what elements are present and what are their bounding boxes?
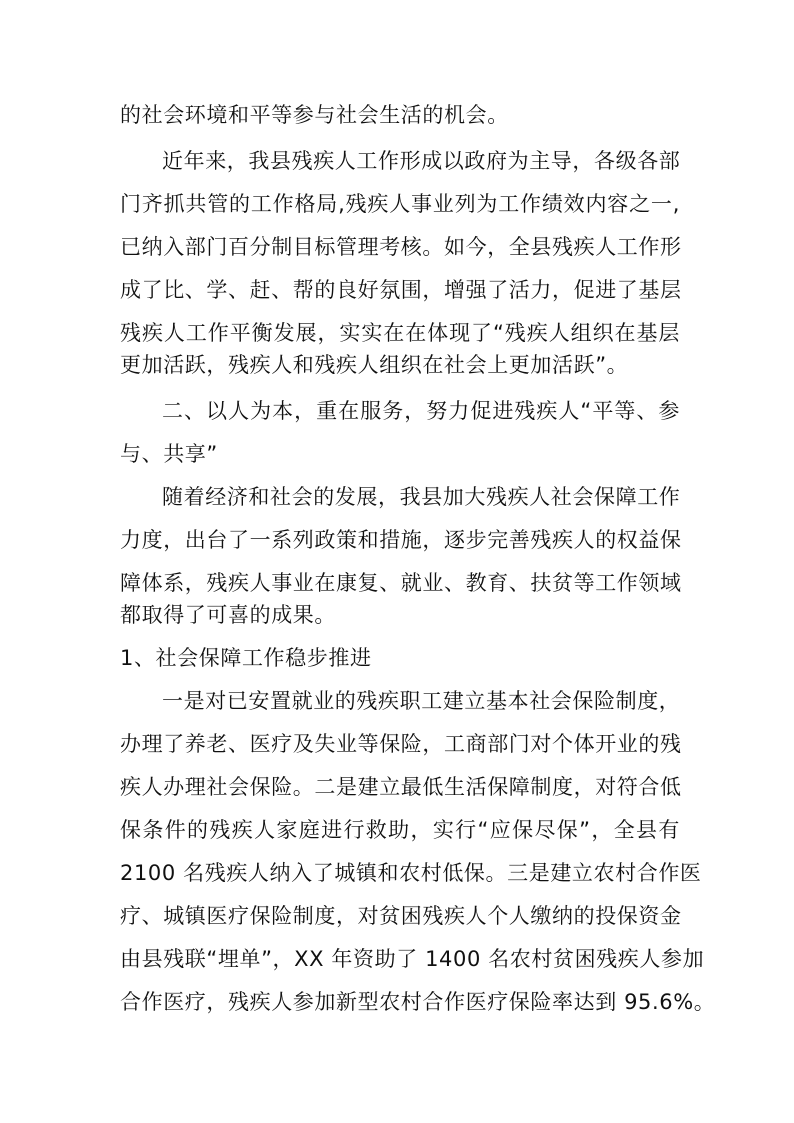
text-line: 障体系，残疾人事业在康复、就业、教育、扶贫等工作领域 [120, 571, 682, 595]
text-line: 由县残联“埋单”，XX 年资助了 1400 名农村贫困残疾人参加 [120, 947, 705, 971]
text-line: 力度，出台了一系列政策和措施，逐步完善残疾人的权益保 [120, 528, 682, 552]
text-line: 疗、城镇医疗保险制度，对贫困残疾人个人缴纳的投保资金 [120, 904, 682, 928]
paragraph-start-line: 随着经济和社会的发展，我县加大残疾人社会保障工作 [162, 485, 681, 509]
text-line: 更加活跃，残疾人和残疾人组织在社会上更加活跃”。 [120, 353, 629, 377]
section-heading-line: 二、以人为本，重在服务，努力促进残疾人“平等、参 [162, 399, 680, 423]
text-line: 合作医疗，残疾人参加新型农村合作医疗保险率达到 95.6%。 [120, 990, 716, 1014]
paragraph-start-line: 近年来，我县残疾人工作形成以政府为主导，各级各部 [162, 149, 681, 173]
text-line: 残疾人工作平衡发展，实实在在体现了“残疾人组织在基层 [120, 321, 680, 345]
paragraph-start-line: 一是对已安置就业的残疾职工建立基本社会保险制度， [162, 689, 681, 713]
text-line: 保条件的残疾人家庭进行救助，实行“应保尽保”，全县有 [120, 818, 680, 842]
subheading-line: 1、社会保障工作稳步推进 [120, 646, 372, 670]
text-line: 都取得了可喜的成果。 [120, 603, 336, 627]
text-line: 成了比、学、赶、帮的良好氛围，增强了活力，促进了基层 [120, 278, 682, 302]
text-line: 已纳入部门百分制目标管理考核。如今，全县残疾人工作形 [120, 235, 682, 259]
text-line: 2100 名残疾人纳入了城镇和农村低保。三是建立农村合作医 [120, 861, 702, 885]
text-line: 的社会环境和平等参与社会生活的机会。 [120, 103, 509, 127]
text-line: 疾人办理社会保险。二是建立最低生活保障制度，对符合低 [120, 775, 682, 799]
text-line: 办理了养老、医疗及失业等保险，工商部门对个体开业的残 [120, 732, 682, 756]
section-heading-line: 与、共享” [120, 442, 218, 466]
text-line: 门齐抓共管的工作格局,残疾人事业列为工作绩效内容之一, [120, 192, 680, 216]
